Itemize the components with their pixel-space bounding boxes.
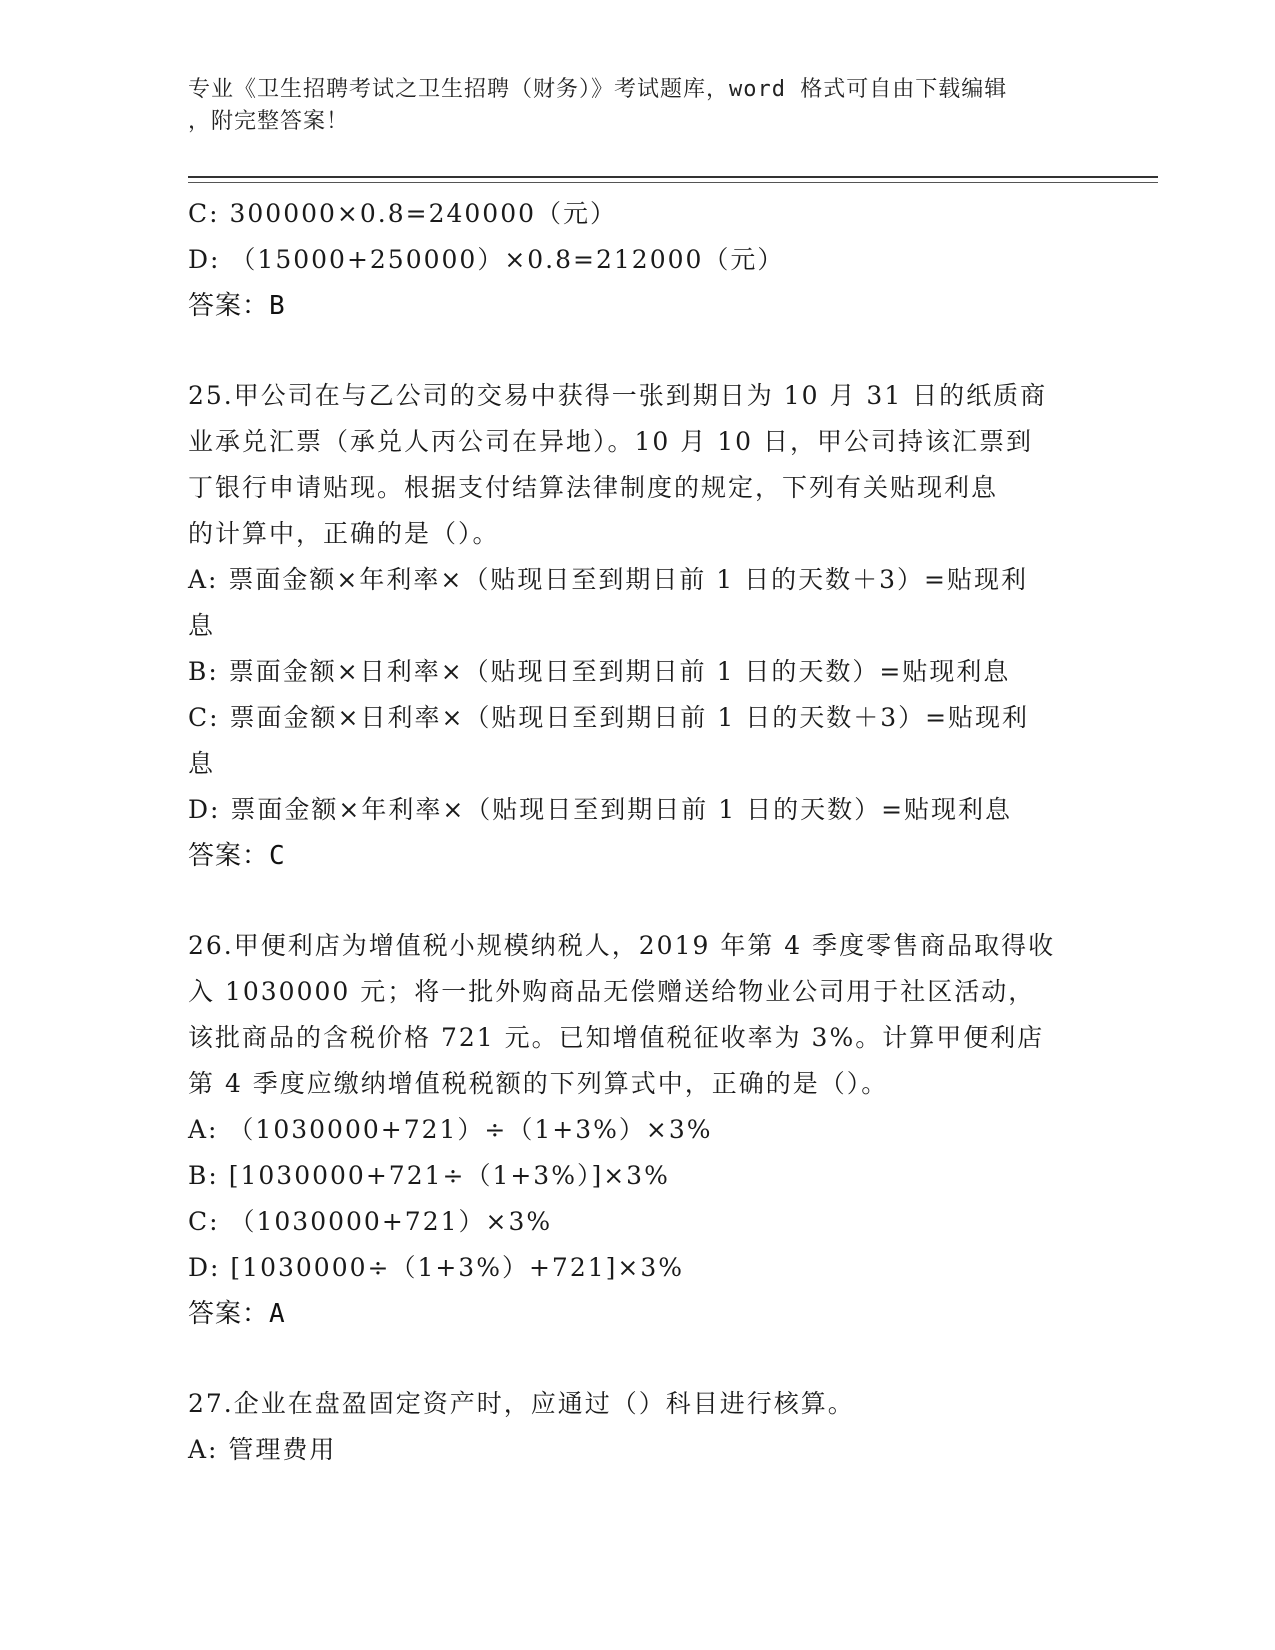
answer-line: 答案：C (188, 841, 286, 871)
option-b: B: 票面金额×日利率×（贴现日至到期日前 1 日的天数）=贴现利息 (188, 657, 1011, 686)
header-line-2: ，附完整答案！ (188, 109, 350, 134)
question-stem-line: 入 1030000 元；将一批外购商品无偿赠送给物业公司用于社区活动， (188, 977, 1036, 1006)
question-24-tail (188, 191, 1088, 329)
option-a: A: 票面金额×年利率×（贴现日至到期日前 1 日的天数＋3）=贴现利 (188, 565, 1028, 594)
header-rule-thin (188, 182, 1158, 183)
answer-line: 答案：B (188, 291, 286, 321)
spacer (188, 879, 1088, 923)
option-b: B: [1030000+721÷（1+3%）]×3% (188, 1161, 670, 1190)
question-stem-line: 的计算中，正确的是（）。 (188, 519, 500, 548)
option-a-cont: 息 (188, 611, 216, 640)
question-26 (188, 923, 1088, 1337)
option-d: D: [1030000÷（1+3%）+721]×3% (188, 1253, 684, 1282)
option-d: D: （15000+250000）×0.8=212000（元） (188, 245, 785, 274)
option-c: C: 300000×0.8=240000（元） (188, 199, 618, 228)
question-stem-line: 第 4 季度应缴纳增值税税额的下列算式中，正确的是（）。 (188, 1069, 889, 1098)
question-stem-line: 27.企业在盘盈固定资产时，应通过（）科目进行核算。 (188, 1389, 855, 1418)
question-stem-line: 26.甲便利店为增值税小规模纳税人，2019 年第 4 季度零售商品取得收 (188, 931, 1056, 960)
question-stem-line: 该批商品的含税价格 721 元。已知增值税征收率为 3%。计算甲便利店 (188, 1023, 1045, 1052)
question-27 (188, 1381, 1088, 1473)
option-c-cont: 息 (188, 749, 216, 778)
question-stem-line: 业承兑汇票（承兑人丙公司在异地）。10 月 10 日，甲公司持该汇票到 (188, 427, 1033, 456)
header-line-1: 专业《卫生招聘考试之卫生招聘（财务）》考试题库，word 格式可自由下载编辑 (188, 77, 1008, 102)
header-rule-thick (188, 176, 1158, 178)
question-25 (188, 373, 1088, 879)
option-a: A: 管理费用 (188, 1435, 337, 1464)
question-stem-line: 25.甲公司在与乙公司的交易中获得一张到期日为 10 月 31 日的纸质商 (188, 381, 1048, 410)
document-header (188, 74, 1088, 138)
option-d: D: 票面金额×年利率×（贴现日至到期日前 1 日的天数）=贴现利息 (188, 795, 1013, 824)
answer-line: 答案：A (188, 1299, 286, 1329)
spacer (188, 1337, 1088, 1381)
question-stem-line: 丁银行申请贴现。根据支付结算法律制度的规定，下列有关贴现利息 (188, 473, 999, 502)
option-c: C: 票面金额×日利率×（贴现日至到期日前 1 日的天数＋3）=贴现利 (188, 703, 1030, 732)
spacer (188, 329, 1088, 373)
option-a: A: （1030000+721）÷（1+3%）×3% (188, 1115, 713, 1144)
option-c: C: （1030000+721）×3% (188, 1207, 553, 1236)
document-body (188, 191, 1088, 1473)
